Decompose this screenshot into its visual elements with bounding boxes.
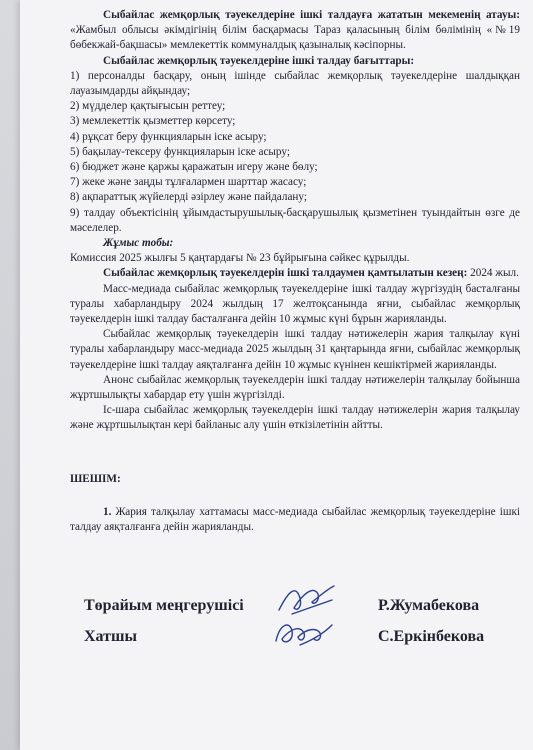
- direction-item: 7) жеке және заңды тұлғалармен шарттар жасасу;: [70, 176, 307, 189]
- decision-number: 1.: [103, 505, 112, 518]
- direction-item: 5) бақылау-тексеру функцияларын іске асыру;: [70, 145, 290, 158]
- signatory-title: Хатшы: [84, 628, 137, 645]
- period-heading: Сыбайлас жемқорлық тәуекелдерін ішкі талдаумен қамтылатын кезең:: [103, 267, 468, 280]
- direction-item: 4) рұқсат беру функцияларын іске асыру;: [70, 130, 267, 143]
- period-paragraph: [70, 266, 520, 281]
- body-paragraph: Масс-медиада сыбайлас жемқорлық тәуекелдеріне ішкі талдау жүргізудің басталғаны туралы хабарландыру 2024 жылдың 17 желтоқсанында яғни, сыбайлас жемқорлық тәуекелдерін ішкі талдау басталғанға дейін 10 жұмыс күні бұрын жарияланды.: [70, 282, 520, 326]
- handwritten-signature-secretary: [270, 615, 340, 651]
- direction-item: 2) мүдделер қақтығысын реттеу;: [70, 100, 226, 113]
- decision-heading: ШЕШІМ:: [70, 472, 121, 485]
- period-value: 2024 жыл.: [467, 267, 519, 280]
- document-body: [70, 8, 520, 535]
- handwritten-signature-chair: [274, 580, 344, 620]
- body-paragraph: Анонс сыбайлас жемқорлық тәуекелдерін ішкі талдау нәтижелерін талқылау бойынша жұртшылықты хабардар ету үшін жүргізілді.: [70, 373, 520, 402]
- organization-heading: Сыбайлас жемқорлық тәуекелдеріне ішкі талдауға жататын мекеменің атауы:: [103, 9, 520, 21]
- direction-item: 9) талдау объектісінің ұйымдастырушылық-басқарушылық қызметінен туындайтын өзге де мәселелер.: [70, 206, 520, 234]
- work-group-heading: Жұмыс тобы:: [103, 237, 174, 250]
- directions-heading: Сыбайлас жемқорлық тәуекелдеріне ішкі талдау бағыттары:: [103, 54, 415, 67]
- direction-item: 3) мемлекеттік қызметтер көрсету;: [70, 115, 236, 128]
- direction-item: 8) ақпараттық жүйелерді әзірлеу және пайдалану;: [70, 191, 307, 204]
- decision-item: [70, 505, 520, 535]
- organization-name: «Жамбыл облысы әкімдігінің білім басқармасы Тараз қаласының білім бөлімінің «№19 бөбекжай-бақшасы» мемлекеттік коммуналдық қазыналық кәсіпорны.: [70, 24, 520, 52]
- document-page: [20, 0, 533, 750]
- signatory-name: С.Еркінбекова: [378, 628, 485, 645]
- decision-text: Жария талқылау хаттамасы масс-медиада сыбайлас жемқорлық тәуекелдеріне ішкі талдау аяқталғанға дейін жарияланды.: [70, 505, 520, 534]
- organization-paragraph: [70, 8, 520, 54]
- direction-item: 6) бюджет және қаржы қаражатын игеру және бөлу;: [70, 161, 318, 174]
- work-group-text: Комиссия 2025 жылғы 5 қаңтардағы № 23 бұйрығына сәйкес құрылды.: [70, 252, 410, 265]
- body-paragraph: Сыбайлас жемқорлық тәуекелдерін ішкі талдау нәтижелерін жария талқылау күні туралы хабарландыру масс-медиада 2025 жылдың 31 қаңтарында яғни, сыбайлас жемқорлық тәуекелдеріне ішкі талдау аяқталғанға дейін 10 жұмыс күнінен кешіктірмей жарияланды.: [70, 328, 520, 371]
- signatory-title: Төрайым меңгерушісі: [84, 597, 244, 614]
- direction-item: 1) персоналды басқару, оның ішінде сыбайлас жемқорлық тәуекелдеріне шалдыққан лауазымдарды айқындау;: [70, 69, 520, 98]
- body-paragraph: Іс-шара сыбайлас жемқорлық тәуекелдерін ішкі талдау нәтижелерін жария талқылау және жұртшылықтан кері байланыс алу үшін өткізілетінін айтты.: [70, 404, 520, 432]
- signatory-name: Р.Жумабекова: [378, 597, 480, 614]
